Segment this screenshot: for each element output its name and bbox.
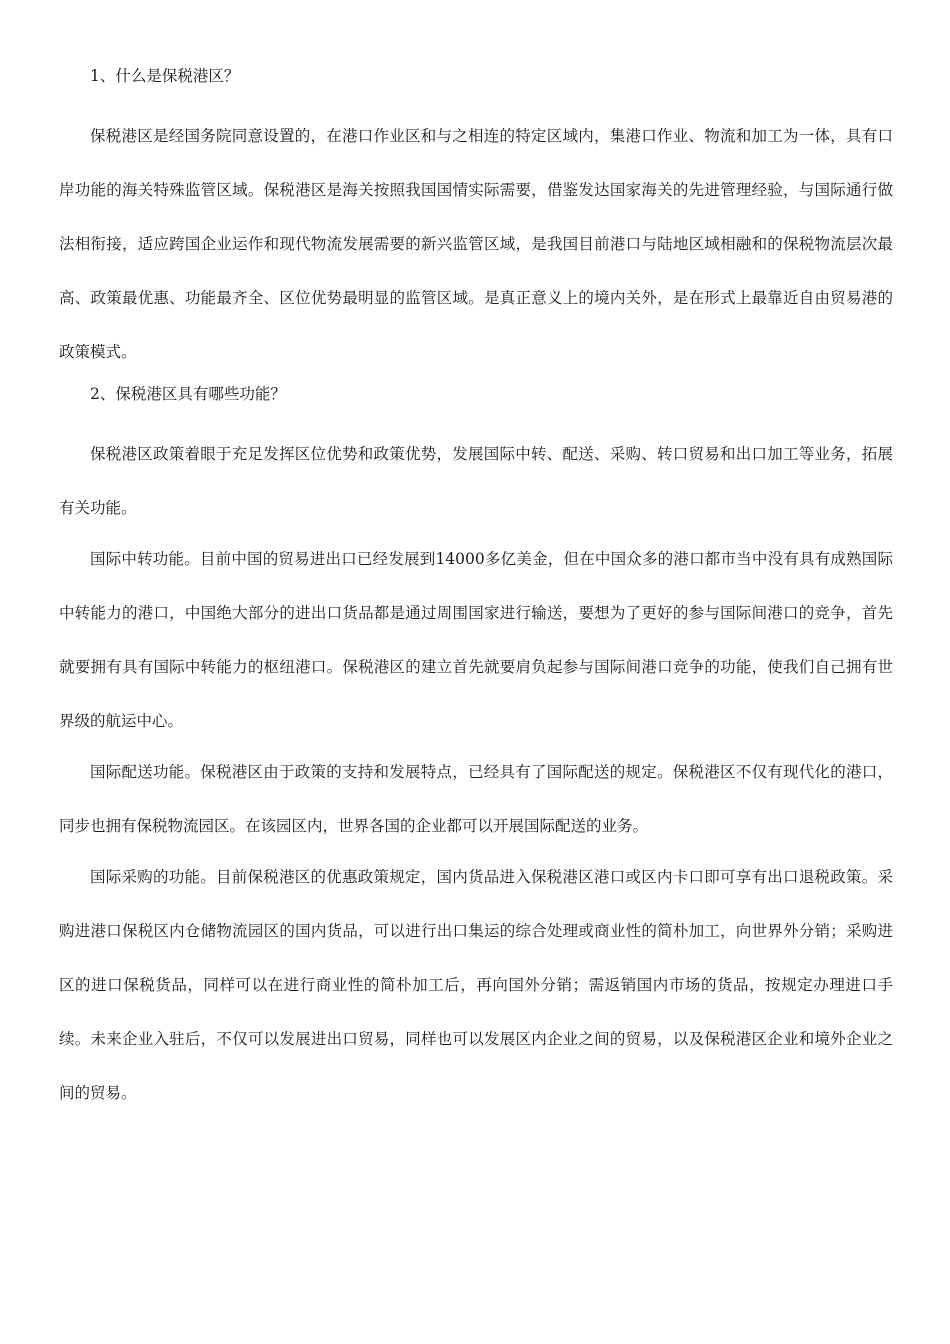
- section-2-paragraph-4: 国际采购的功能。目前保税港区的优惠政策规定，国内货品进入保税港区港口或区内卡口即可享有出口退税政策。采购进港口保税区内仓储物流园区的国内货品，可以进行出口集运的综合处理或商业性的简朴加工，向世界外分销；采购进区的进口保税货品，同样可以在进行商业性的简朴加工后，再向国外分销；需返销国内市场的货品，按规定办理进口手续。未来企业入驻后，不仅可以发展进出口贸易，同样也可以发展区内企业之间的贸易，以及保税港区企业和境外企业之间的贸易。: [59, 868, 893, 1102]
- section-1-heading: 1、什么是保税港区？: [90, 67, 240, 85]
- document-page: [59, 58, 893, 1117]
- section-2-paragraph-1: 保税港区政策着眼于充足发挥区位优势和政策优势，发展国际中转、配送、采购、转口贸易和出口加工等业务，拓展有关功能。: [59, 445, 893, 517]
- section-2-heading: 2、保税港区具有哪些功能？: [90, 385, 286, 403]
- section-2-paragraph-3: 国际配送功能。保税港区由于政策的支持和发展特点，已经具有了国际配送的规定。保税港区不仅有现代化的港口，同步也拥有保税物流园区。在该园区内，世界各国的企业都可以开展国际配送的业务。: [59, 763, 893, 835]
- section-2-paragraph-2: 国际中转功能。目前中国的贸易进出口已经发展到14000多亿美金，但在中国众多的港口都市当中没有具有成熟国际中转能力的港口，中国绝大部分的进出口货品都是通过周围国家进行输送，要想为了更好的参与国际间港口的竞争，首先就要拥有具有国际中转能力的枢纽港口。保税港区的建立首先就要肩负起参与国际间港口竞争的功能，使我们自己拥有世界级的航运中心。: [59, 550, 893, 730]
- section-1-paragraph-1: 保税港区是经国务院同意设置的，在港口作业区和与之相连的特定区域内，集港口作业、物流和加工为一体，具有口岸功能的海关特殊监管区域。保税港区是海关按照我国国情实际需要，借鉴发达国家海关的先进管理经验，与国际通行做法相衔接，适应跨国企业运作和现代物流发展需要的新兴监管区域，是我国目前港口与陆地区域相融和的保税物流层次最高、政策最优惠、功能最齐全、区位优势最明显的监管区域。是真正意义上的境内关外，是在形式上最靠近自由贸易港的政策模式。: [59, 127, 893, 361]
